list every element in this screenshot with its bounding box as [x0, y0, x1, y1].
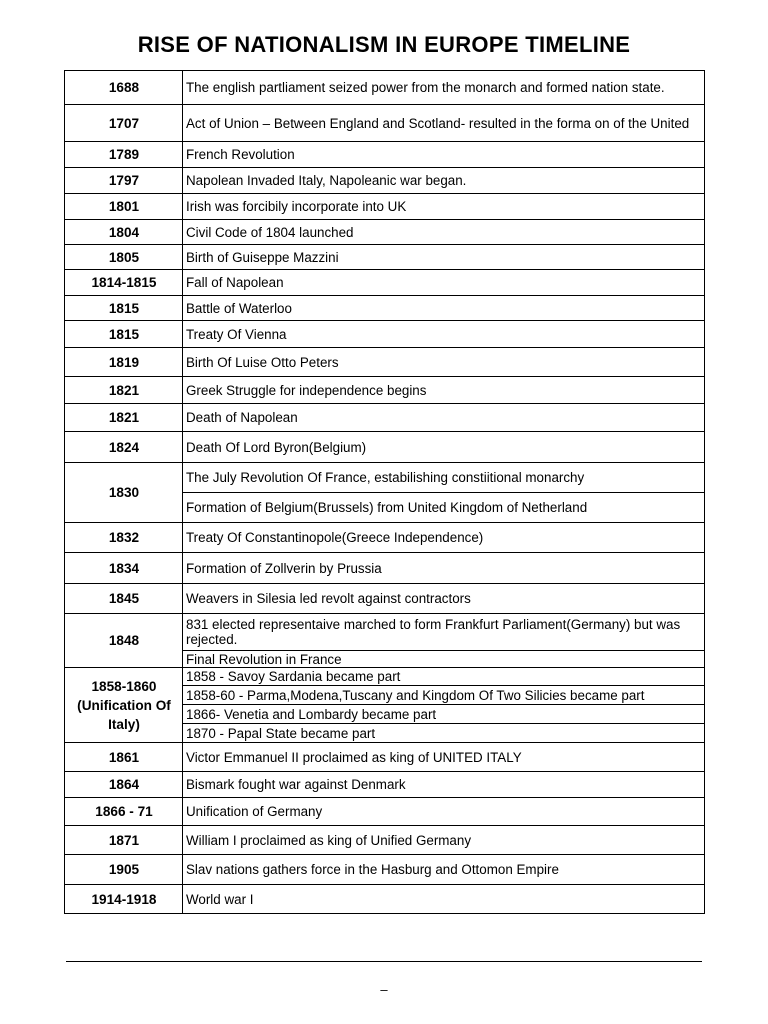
event-cell: 1870 - Papal State became part: [183, 724, 705, 743]
event-cell: 1866- Venetia and Lombardy became part: [183, 705, 705, 724]
year-cell: 1824: [65, 432, 183, 463]
event-cell: Formation of Belgium(Brussels) from United Kingdom of Netherland: [183, 493, 705, 523]
year-cell: 1815: [65, 296, 183, 321]
event-cell: Treaty Of Vienna: [183, 321, 705, 348]
footer-dash: –: [380, 982, 388, 997]
table-row: [65, 826, 705, 855]
table-row: [65, 321, 705, 348]
table-row: [65, 553, 705, 584]
table-row: [65, 377, 705, 404]
table-row: [65, 584, 705, 614]
event-cell: Napolean Invaded Italy, Napoleanic war began.: [183, 168, 705, 194]
timeline-table: [64, 70, 705, 914]
event-cell: Irish was forcibily incorporate into UK: [183, 194, 705, 220]
year-cell: 1866 - 71: [65, 798, 183, 826]
event-cell: Greek Struggle for independence begins: [183, 377, 705, 404]
table-row: [65, 348, 705, 377]
year-cell: 1861: [65, 743, 183, 772]
year-cell: 1797: [65, 168, 183, 194]
year-cell: 1821: [65, 377, 183, 404]
table-row: [65, 432, 705, 463]
event-cell: William I proclaimed as king of Unified Germany: [183, 826, 705, 855]
table-row: [65, 220, 705, 245]
event-cell: Treaty Of Constantinopole(Greece Independence): [183, 523, 705, 553]
year-cell: 1914-1918: [65, 885, 183, 914]
event-cell: Bismark fought war against Denmark: [183, 772, 705, 798]
event-cell: Final Revolution in France: [183, 651, 705, 668]
table-row: [65, 194, 705, 220]
table-row: [65, 523, 705, 553]
table-row: [65, 885, 705, 914]
event-cell: French Revolution: [183, 142, 705, 168]
year-cell: 1830: [65, 463, 183, 523]
table-row: [65, 743, 705, 772]
year-cell: 1814-1815: [65, 270, 183, 296]
page-title: RISE OF NATIONALISM IN EUROPE TIMELINE: [137, 32, 631, 57]
event-cell: Fall of Napolean: [183, 270, 705, 296]
timeline-body: [65, 71, 705, 914]
event-cell: Unification of Germany: [183, 798, 705, 826]
event-cell: Death of Napolean: [183, 404, 705, 432]
year-cell: 1848: [65, 614, 183, 668]
table-row: [65, 614, 705, 651]
year-cell: 1858-1860 (Unification Of Italy): [65, 668, 183, 743]
year-cell: 1871: [65, 826, 183, 855]
event-cell: Slav nations gathers force in the Hasburg and Ottomon Empire: [183, 855, 705, 885]
table-row: [65, 296, 705, 321]
event-cell: World war I: [183, 885, 705, 914]
footer-rule: [66, 961, 702, 962]
year-cell: 1801: [65, 194, 183, 220]
event-cell: Victor Emmanuel II proclaimed as king of UNITED ITALY: [183, 743, 705, 772]
table-row: [65, 404, 705, 432]
table-row: [65, 71, 705, 105]
year-cell: 1804: [65, 220, 183, 245]
event-cell: 1858-60 - Parma,Modena,Tuscany and Kingdom Of Two Silicies became part: [183, 686, 705, 705]
table-row: [65, 245, 705, 270]
year-cell: 1845: [65, 584, 183, 614]
event-cell: Battle of Waterloo: [183, 296, 705, 321]
event-cell: Civil Code of 1804 launched: [183, 220, 705, 245]
table-row: [65, 270, 705, 296]
event-cell: 831 elected representaive marched to form Frankfurt Parliament(Germany) but was rejected.: [183, 614, 705, 651]
table-row: [65, 772, 705, 798]
table-row: [65, 168, 705, 194]
year-cell: 1834: [65, 553, 183, 584]
event-cell: Birth Of Luise Otto Peters: [183, 348, 705, 377]
table-row: [65, 105, 705, 142]
event-cell: Formation of Zollverin by Prussia: [183, 553, 705, 584]
event-cell: Act of Union – Between England and Scotland- resulted in the forma on of the United: [183, 105, 705, 142]
year-cell: 1688: [65, 71, 183, 105]
event-cell: Weavers in Silesia led revolt against contractors: [183, 584, 705, 614]
table-row: [65, 463, 705, 493]
year-cell: 1832: [65, 523, 183, 553]
table-row: [65, 798, 705, 826]
year-cell: 1864: [65, 772, 183, 798]
event-cell: 1858 - Savoy Sardania became part: [183, 668, 705, 686]
event-cell: The July Revolution Of France, estabilishing constiitional monarchy: [183, 463, 705, 493]
year-cell: 1821: [65, 404, 183, 432]
year-cell: 1819: [65, 348, 183, 377]
year-cell: 1905: [65, 855, 183, 885]
year-cell: 1707: [65, 105, 183, 142]
table-row: [65, 855, 705, 885]
table-row: [65, 668, 705, 686]
year-cell: 1805: [65, 245, 183, 270]
year-cell: 1815: [65, 321, 183, 348]
event-cell: Birth of Guiseppe Mazzini: [183, 245, 705, 270]
table-row: [65, 142, 705, 168]
event-cell: Death Of Lord Byron(Belgium): [183, 432, 705, 463]
event-cell: The english partliament seized power from the monarch and formed nation state.: [183, 71, 705, 105]
year-cell: 1789: [65, 142, 183, 168]
